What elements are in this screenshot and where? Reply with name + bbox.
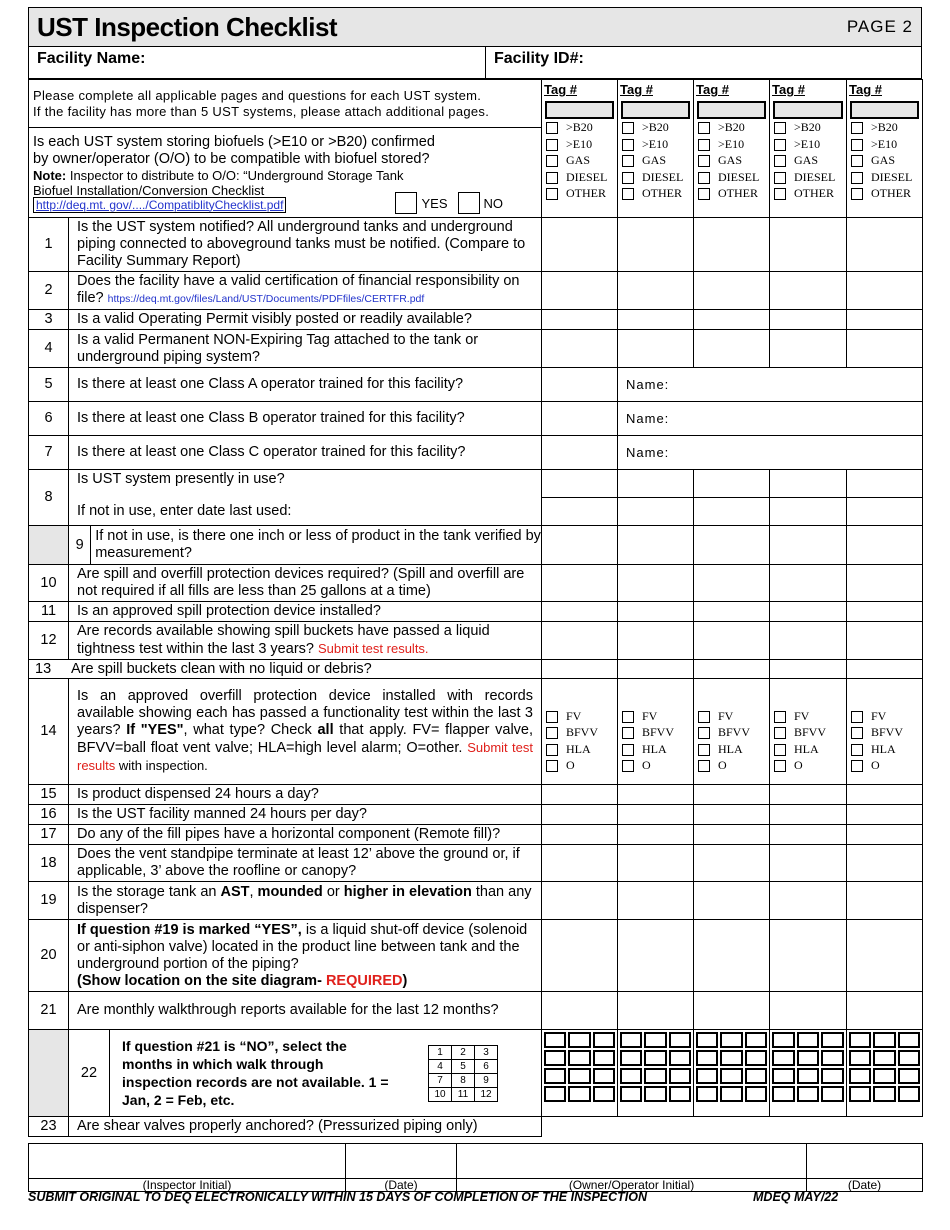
tag-column-4: Tag # >B20 >E10 GAS DIESEL OTHER xyxy=(770,80,847,218)
fuel-option: OTHER xyxy=(542,185,617,202)
overfill-options-2 xyxy=(618,679,694,785)
month-legend-cell: 12 xyxy=(475,1087,498,1101)
month-checkbox[interactable] xyxy=(797,1050,820,1066)
overfill-checkbox[interactable] xyxy=(546,744,558,756)
overfill-option: FV xyxy=(618,708,693,725)
month-legend-cell: 1 xyxy=(429,1045,452,1059)
month-checkbox[interactable] xyxy=(797,1086,820,1102)
overfill-option: FV xyxy=(542,708,617,725)
month-checkbox[interactable] xyxy=(720,1086,742,1102)
overfill-option: O xyxy=(542,757,617,774)
month-checkbox[interactable] xyxy=(568,1068,590,1084)
month-checkbox[interactable] xyxy=(873,1050,895,1066)
month-checkbox[interactable] xyxy=(644,1032,666,1048)
yes-checkbox[interactable] xyxy=(395,192,417,214)
biofuel-question: Is each UST system storing biofuels (>E10 or >B20) confirmed by owner/operator (O/O) to be compatible with biofuel stored? Note: Inspector to distribute to O/O: “Underground Storage Tank Biofuel Installation/Conversion Checklist http://deq.mt. gov/..../CompatiblityChecklist.pdf YES NO xyxy=(29,128,542,218)
month-checkbox[interactable] xyxy=(696,1086,718,1102)
month-checkbox[interactable] xyxy=(898,1050,920,1066)
month-checkbox[interactable] xyxy=(669,1068,691,1084)
fuel-checkbox[interactable] xyxy=(622,139,634,151)
overfill-option: HLA xyxy=(847,741,922,758)
fuel-option: DIESEL xyxy=(847,169,922,186)
fuel-option: >E10 xyxy=(847,136,922,153)
fuel-option: >B20 xyxy=(542,119,617,136)
month-checkbox[interactable] xyxy=(593,1050,615,1066)
page-number: PAGE 2 xyxy=(846,17,913,36)
month-checkbox[interactable] xyxy=(644,1086,666,1102)
fuel-checkbox[interactable] xyxy=(851,188,863,200)
question-row: 19 Is the storage tank an AST, mounded or higher in elevation than any dispenser? xyxy=(29,882,923,920)
month-legend-cell: 2 xyxy=(452,1045,475,1059)
month-checkbox[interactable] xyxy=(593,1086,615,1102)
month-select-5 xyxy=(847,1030,923,1117)
question-row: 22 If question #21 is “NO”, select the months in which walk through inspection records are not available. 1 = Jan, 2 = Feb, etc. 1 2 3 4 5 6 7 8 9 10 11 12 xyxy=(29,1030,923,1117)
owner-initial-field[interactable] xyxy=(457,1144,807,1179)
month-checkbox[interactable] xyxy=(720,1050,742,1066)
overfill-options-4 xyxy=(770,679,847,785)
month-checkbox[interactable] xyxy=(620,1068,642,1084)
fuel-option: OTHER xyxy=(618,185,693,202)
compatibility-checklist-link[interactable]: http://deq.mt. gov/..../CompatiblityChecklist.pdf xyxy=(33,197,286,213)
overfill-option: BFVV xyxy=(770,724,846,741)
tag-column-2: Tag # >B20 >E10 GAS DIESEL OTHER xyxy=(618,80,694,218)
fuel-checkbox[interactable] xyxy=(622,122,634,134)
question-row: 16 Is the UST facility manned 24 hours per day? xyxy=(29,805,923,825)
fuel-checkbox[interactable] xyxy=(546,188,558,200)
month-checkbox[interactable] xyxy=(696,1032,718,1048)
footer: SUBMIT ORIGINAL TO DEQ ELECTRONICALLY WITHIN 15 DAYS OF COMPLETION OF THE INSPECTION MDEQ MAY/22 xyxy=(28,1190,839,1204)
overfill-option: BFVV xyxy=(847,724,922,741)
fuel-options xyxy=(694,119,769,202)
fuel-checkbox[interactable] xyxy=(774,155,786,167)
month-checkbox[interactable] xyxy=(797,1068,820,1084)
overfill-option: FV xyxy=(694,708,769,725)
overfill-option: HLA xyxy=(770,741,846,758)
month-legend-cell: 3 xyxy=(475,1045,498,1059)
month-checkbox[interactable] xyxy=(593,1032,615,1048)
class-c-operator-name[interactable]: Name: xyxy=(618,436,923,470)
month-checkbox[interactable] xyxy=(593,1068,615,1084)
yes-no-selector: YES NO xyxy=(395,192,503,214)
question-row: 13 Are spill buckets clean with no liquid or debris? xyxy=(29,660,923,679)
month-checkbox[interactable] xyxy=(821,1086,844,1102)
overfill-checkbox[interactable] xyxy=(851,711,863,723)
month-checkbox[interactable] xyxy=(720,1032,742,1048)
fuel-options xyxy=(618,119,693,202)
facility-row xyxy=(28,47,922,79)
tag-column-1: Tag # >B20 >E10 GAS DIESEL OTHER xyxy=(542,80,618,218)
overfill-checkbox[interactable] xyxy=(546,711,558,723)
fuel-option: OTHER xyxy=(770,185,846,202)
month-checkbox[interactable] xyxy=(568,1032,590,1048)
month-legend-cell: 8 xyxy=(452,1073,475,1087)
overfill-checkbox[interactable] xyxy=(851,744,863,756)
question-row: 17 Do any of the fill pipes have a horizontal component (Remote fill)? xyxy=(29,825,923,845)
overfill-option: O xyxy=(847,757,922,774)
month-legend-cell: 9 xyxy=(475,1073,498,1087)
question-row: 3 Is a valid Operating Permit visibly posted or readily available? xyxy=(29,310,923,330)
header-bar xyxy=(28,7,922,47)
overfill-checkbox[interactable] xyxy=(774,727,786,739)
fuel-option: GAS xyxy=(847,152,922,169)
tag-input-4[interactable] xyxy=(773,101,843,119)
fuel-checkbox[interactable] xyxy=(774,139,786,151)
inspector-initial-field[interactable] xyxy=(29,1144,346,1179)
class-a-operator-name[interactable]: Name: xyxy=(618,368,923,402)
month-grid xyxy=(428,1045,498,1102)
overfill-checkbox[interactable] xyxy=(698,727,710,739)
fuel-option: DIESEL xyxy=(694,169,769,186)
question-row: 12 Are records available showing spill buckets have passed a liquid tightness test within the last 3 years? Submit test results. xyxy=(29,622,923,660)
question-row: 14 Is an approved overfill protection device installed with records available showing each has passed a functionality test within the last 3 years? If "YES", what type? Check all that apply. FV= flapper valve, BFVV=ball float vent valve; HLA=high level alarm; O=other. Submit test results with inspection. FV BFVV HLA O FV BFVV HLA O FV BFVV HLA O FV BFVV HLA O FV BFVV HLA O xyxy=(29,679,923,785)
month-legend-cell: 5 xyxy=(452,1059,475,1073)
overfill-option: FV xyxy=(770,708,846,725)
tag-input-5[interactable] xyxy=(850,101,919,119)
fuel-checkbox[interactable] xyxy=(698,188,710,200)
intro-text: Please complete all applicable pages and questions for each UST system. If the facility has more than 5 UST systems, please attach additional pages. xyxy=(29,80,542,128)
overfill-options-5 xyxy=(847,679,923,785)
month-checkbox[interactable] xyxy=(669,1032,691,1048)
month-checkbox[interactable] xyxy=(544,1050,566,1066)
month-select-1 xyxy=(542,1030,618,1117)
fuel-checkbox[interactable] xyxy=(546,155,558,167)
fuel-option: DIESEL xyxy=(770,169,846,186)
fuel-checkbox[interactable] xyxy=(851,139,863,151)
fuel-checkbox[interactable] xyxy=(546,172,558,184)
overfill-checkbox[interactable] xyxy=(546,760,558,772)
question-row: 6 Is there at least one Class B operator trained for this facility? Name: xyxy=(29,402,923,436)
question-row: 5 Is there at least one Class A operator trained for this facility? Name: xyxy=(29,368,923,402)
month-checkbox[interactable] xyxy=(720,1068,742,1084)
month-checkbox[interactable] xyxy=(772,1068,795,1084)
fuel-option: >E10 xyxy=(770,136,846,153)
overfill-options-3 xyxy=(694,679,770,785)
tag-input-3[interactable] xyxy=(697,101,766,119)
month-checkbox[interactable] xyxy=(745,1086,767,1102)
facility-name-field[interactable]: Facility Name: xyxy=(29,47,486,78)
fuel-option: GAS xyxy=(770,152,846,169)
month-checkbox[interactable] xyxy=(873,1068,895,1084)
question-row: 10 Are spill and overfill protection devices required? (Spill and overfill are not required if all fills are less than 25 gallons at a time) xyxy=(29,565,923,602)
overfill-checkbox[interactable] xyxy=(698,711,710,723)
overfill-options-1 xyxy=(542,679,618,785)
fuel-option: OTHER xyxy=(694,185,769,202)
fuel-checkbox[interactable] xyxy=(851,122,863,134)
question-row: 15 Is product dispensed 24 hours a day? xyxy=(29,785,923,805)
overfill-option: HLA xyxy=(542,741,617,758)
overfill-checkbox[interactable] xyxy=(774,711,786,723)
fuel-option: DIESEL xyxy=(618,169,693,186)
fuel-option: >E10 xyxy=(542,136,617,153)
page-title: UST Inspection Checklist xyxy=(37,11,338,42)
overfill-checkbox[interactable] xyxy=(622,727,634,739)
fuel-checkbox[interactable] xyxy=(698,139,710,151)
fuel-option: >B20 xyxy=(618,119,693,136)
fuel-checkbox[interactable] xyxy=(698,122,710,134)
month-checkbox[interactable] xyxy=(696,1050,718,1066)
month-checkbox[interactable] xyxy=(873,1086,895,1102)
month-checkbox[interactable] xyxy=(745,1068,767,1084)
month-checkbox[interactable] xyxy=(568,1086,590,1102)
month-checkbox[interactable] xyxy=(898,1068,920,1084)
month-legend-cell: 7 xyxy=(429,1073,452,1087)
overfill-checkbox[interactable] xyxy=(774,744,786,756)
overfill-checkbox[interactable] xyxy=(622,744,634,756)
overfill-option: BFVV xyxy=(694,724,769,741)
month-checkbox[interactable] xyxy=(644,1068,666,1084)
month-checkbox[interactable] xyxy=(821,1050,844,1066)
overfill-option: BFVV xyxy=(618,724,693,741)
overfill-option: HLA xyxy=(694,741,769,758)
class-b-operator-name[interactable]: Name: xyxy=(618,402,923,436)
fuel-checkbox[interactable] xyxy=(851,155,863,167)
month-checkbox[interactable] xyxy=(772,1032,795,1048)
fuel-option: GAS xyxy=(542,152,617,169)
overfill-checkbox[interactable] xyxy=(698,744,710,756)
fuel-checkbox[interactable] xyxy=(546,122,558,134)
overfill-checkbox[interactable] xyxy=(698,760,710,772)
overfill-option: O xyxy=(694,757,769,774)
month-checkbox[interactable] xyxy=(772,1086,795,1102)
month-legend-cell: 11 xyxy=(452,1087,475,1101)
question-row: 1 Is the UST system notified? All underground tanks and underground piping connected to aboveground tanks must be notified. (Compare to Facility Summary Report) xyxy=(29,218,923,272)
month-checkbox[interactable] xyxy=(669,1050,691,1066)
month-checkbox[interactable] xyxy=(745,1032,767,1048)
overfill-option: BFVV xyxy=(542,724,617,741)
tag-column-3: Tag # >B20 >E10 GAS DIESEL OTHER xyxy=(694,80,770,218)
fuel-checkbox[interactable] xyxy=(698,155,710,167)
fuel-checkbox[interactable] xyxy=(622,155,634,167)
fuel-option: GAS xyxy=(694,152,769,169)
fuel-checkbox[interactable] xyxy=(851,172,863,184)
month-checkbox[interactable] xyxy=(898,1086,920,1102)
signature-table: (Inspector Initial) (Date) (Owner/Operator Initial) (Date) xyxy=(28,1143,923,1192)
fuel-option: >B20 xyxy=(847,119,922,136)
month-select-4 xyxy=(770,1030,847,1117)
month-checkbox[interactable] xyxy=(797,1032,820,1048)
fuel-checkbox[interactable] xyxy=(774,172,786,184)
fuel-checkbox[interactable] xyxy=(774,188,786,200)
overfill-checkbox[interactable] xyxy=(622,760,634,772)
tag-column-5: Tag # >B20 >E10 GAS DIESEL OTHER xyxy=(847,80,923,218)
overfill-option: FV xyxy=(847,708,922,725)
question-row: 11 Is an approved spill protection device installed? xyxy=(29,602,923,622)
overfill-checkbox[interactable] xyxy=(851,760,863,772)
facility-id-field[interactable]: Facility ID#: xyxy=(494,50,584,67)
month-checkbox[interactable] xyxy=(772,1050,795,1066)
fuel-option: >B20 xyxy=(770,119,846,136)
month-checkbox[interactable] xyxy=(898,1032,920,1048)
fuel-options xyxy=(770,119,846,202)
month-checkbox[interactable] xyxy=(644,1050,666,1066)
fuel-option: GAS xyxy=(618,152,693,169)
overfill-option: O xyxy=(618,757,693,774)
month-checkbox[interactable] xyxy=(620,1032,642,1048)
checklist-page xyxy=(28,7,922,1192)
question-row: 23 Are shear valves properly anchored? (Pressurized piping only) xyxy=(29,1117,923,1137)
question-row: 4 Is a valid Permanent NON-Expiring Tag attached to the tank or underground piping system? xyxy=(29,330,923,368)
month-checkbox[interactable] xyxy=(821,1068,844,1084)
fuel-option: OTHER xyxy=(847,185,922,202)
overfill-checkbox[interactable] xyxy=(546,727,558,739)
month-checkbox[interactable] xyxy=(669,1086,691,1102)
month-checkbox[interactable] xyxy=(849,1086,871,1102)
question-row: 21 Are monthly walkthrough reports available for the last 12 months? xyxy=(29,992,923,1030)
overfill-checkbox[interactable] xyxy=(774,760,786,772)
checklist-table xyxy=(28,79,923,1137)
fuel-checkbox[interactable] xyxy=(622,172,634,184)
month-select-3 xyxy=(694,1030,770,1117)
month-checkbox[interactable] xyxy=(620,1050,642,1066)
question-row: 9 If not in use, is there one inch or less of product in the tank verified by measurement? xyxy=(29,526,923,565)
certfr-link[interactable]: https://deq.mt.gov/files/Land/UST/Documents/PDFfiles/CERTFR.pdf xyxy=(107,293,425,305)
overfill-option: O xyxy=(770,757,846,774)
question-row: 18 Does the vent standpipe terminate at least 12’ above the ground or, if applicable, 3’ above the roofline or canopy? xyxy=(29,845,923,882)
month-checkbox[interactable] xyxy=(544,1068,566,1084)
month-checkbox[interactable] xyxy=(873,1032,895,1048)
inspector-date-field[interactable] xyxy=(346,1144,457,1179)
month-select-2 xyxy=(618,1030,694,1117)
tag-input-2[interactable] xyxy=(621,101,690,119)
month-checkbox[interactable] xyxy=(568,1050,590,1066)
question-row: 8 Is UST system presently in use? xyxy=(29,470,923,498)
month-checkbox[interactable] xyxy=(696,1068,718,1084)
fuel-option: >E10 xyxy=(618,136,693,153)
overfill-checkbox[interactable] xyxy=(851,727,863,739)
question-row: If not in use, enter date last used: xyxy=(29,498,923,526)
fuel-options xyxy=(542,119,617,202)
owner-date-field[interactable] xyxy=(807,1144,923,1179)
month-checkbox[interactable] xyxy=(849,1068,871,1084)
month-legend-cell: 4 xyxy=(429,1059,452,1073)
overfill-checkbox[interactable] xyxy=(622,711,634,723)
fuel-options xyxy=(847,119,922,202)
month-checkbox[interactable] xyxy=(745,1050,767,1066)
fuel-option: >B20 xyxy=(694,119,769,136)
fuel-checkbox[interactable] xyxy=(774,122,786,134)
fuel-checkbox[interactable] xyxy=(698,172,710,184)
fuel-option: >E10 xyxy=(694,136,769,153)
month-checkbox[interactable] xyxy=(544,1086,566,1102)
month-checkbox[interactable] xyxy=(620,1086,642,1102)
month-checkbox[interactable] xyxy=(849,1050,871,1066)
month-checkbox[interactable] xyxy=(821,1032,844,1048)
month-checkbox[interactable] xyxy=(544,1032,566,1048)
overfill-option: HLA xyxy=(618,741,693,758)
no-checkbox[interactable] xyxy=(458,192,480,214)
question-row: 7 Is there at least one Class C operator trained for this facility? Name: xyxy=(29,436,923,470)
question-row: 2 Does the facility have a valid certification of financial responsibility on file? https://deq.mt.gov/files/Land/UST/Documents/PDFfiles/CERTFR.pdf xyxy=(29,272,923,310)
fuel-checkbox[interactable] xyxy=(546,139,558,151)
fuel-option: DIESEL xyxy=(542,169,617,186)
tag-input-1[interactable] xyxy=(545,101,614,119)
month-legend-cell: 10 xyxy=(429,1087,452,1101)
month-checkbox[interactable] xyxy=(849,1032,871,1048)
month-legend-cell: 6 xyxy=(475,1059,498,1073)
fuel-checkbox[interactable] xyxy=(622,188,634,200)
question-row: 20 If question #19 is marked “YES”, is a liquid shut-off device (solenoid or anti-siphon valve) located in the product line between tank and the underground portion of the piping? (Show location on the site diagram- REQUIRED) xyxy=(29,920,923,992)
